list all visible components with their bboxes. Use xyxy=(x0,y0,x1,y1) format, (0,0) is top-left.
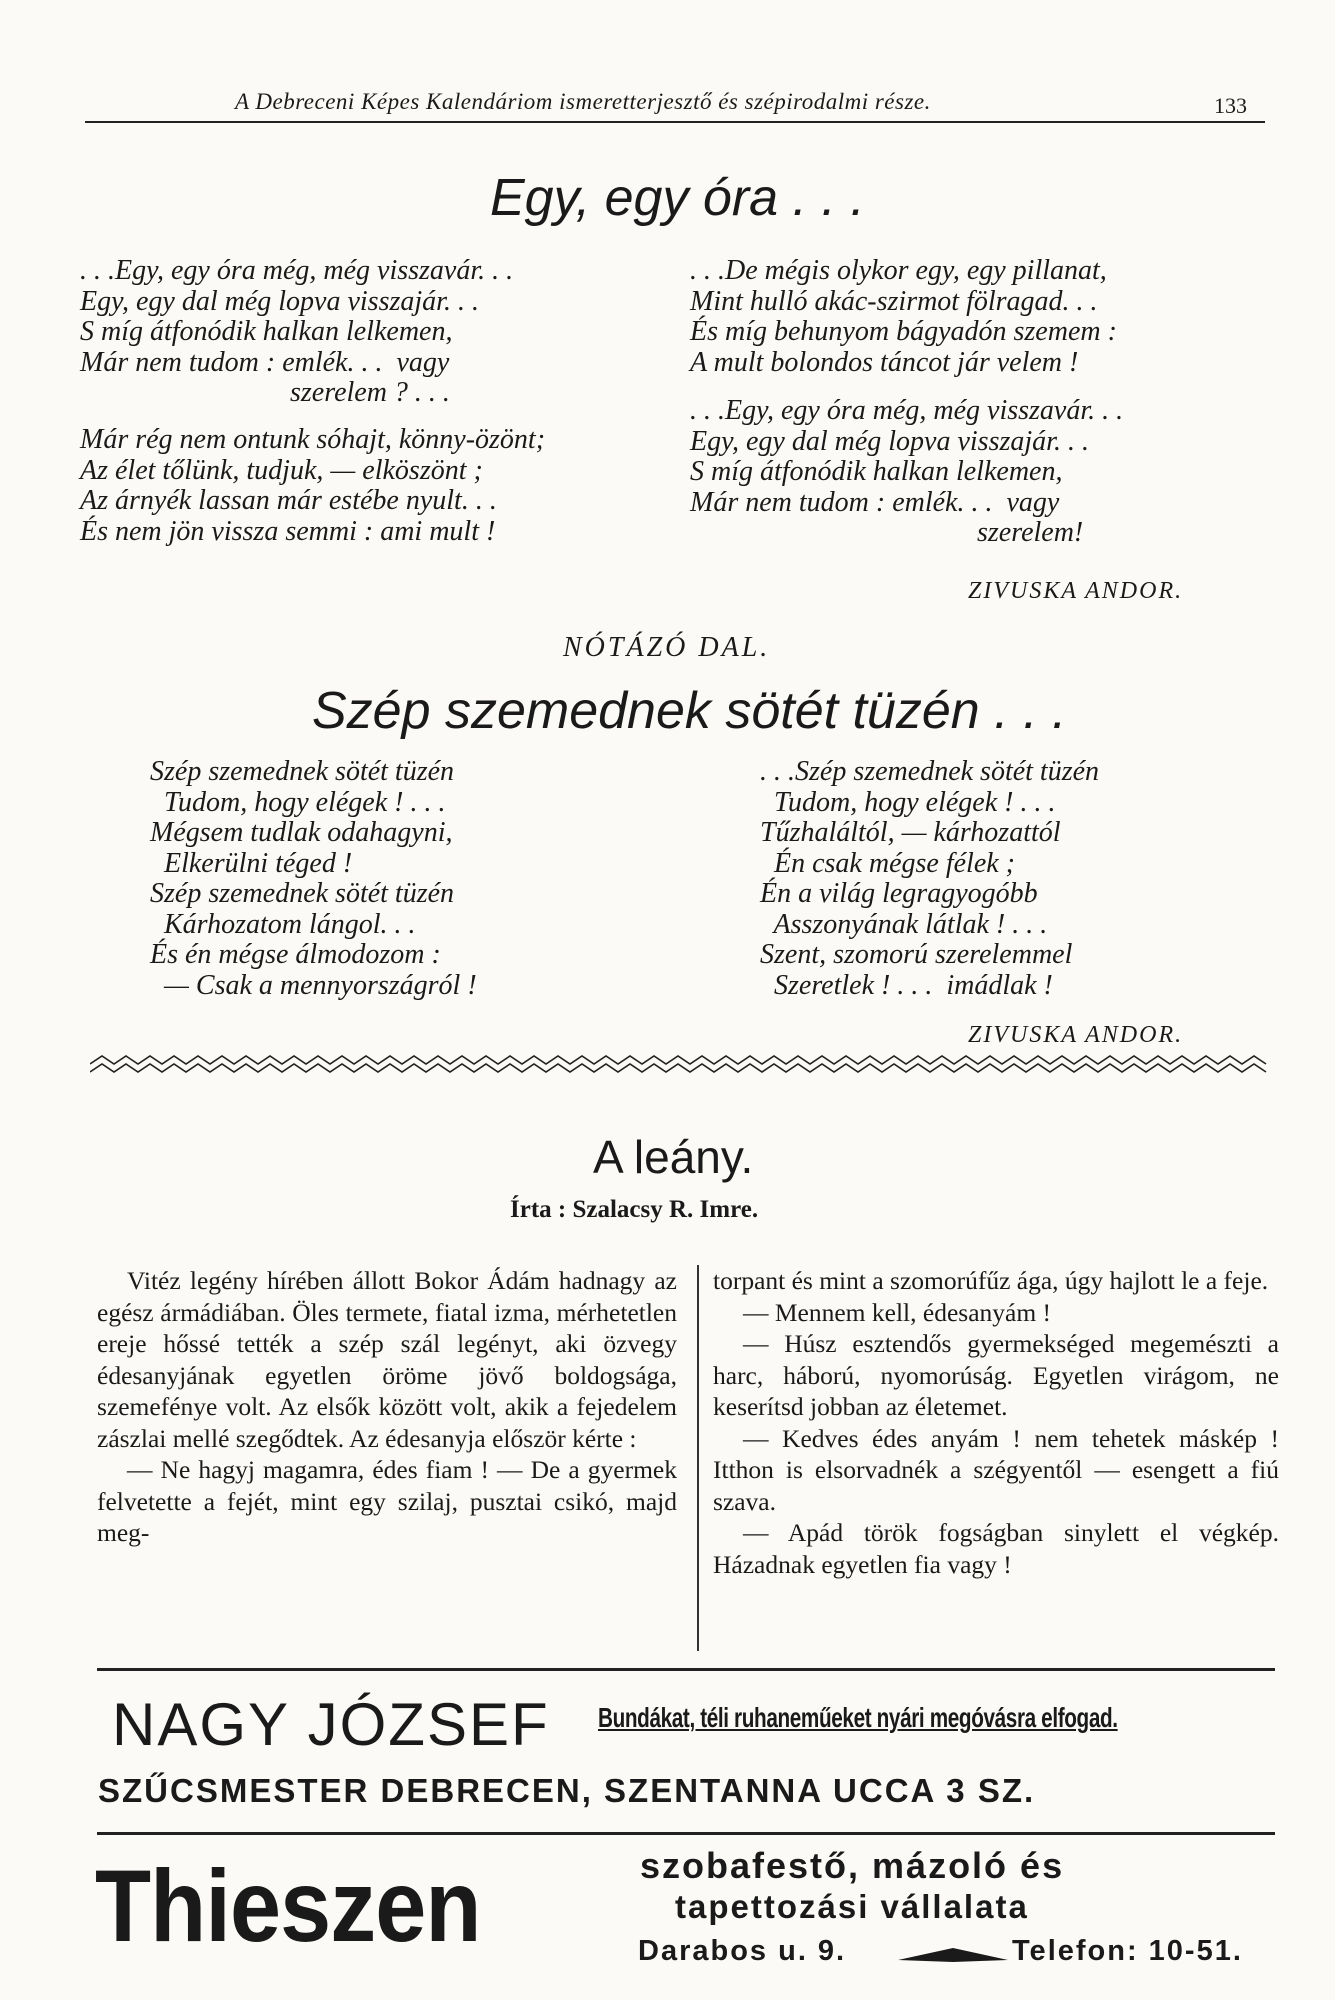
page-number: 133 xyxy=(1214,93,1247,118)
ad1-name: NAGY JÓZSEF xyxy=(112,1691,550,1758)
ad2-line1: szobafestő, mázoló és xyxy=(640,1845,1065,1886)
story-paragraph: Vitéz legény hírében állott Bokor Ádám hadnagy az egész ármádiában. Öles termete, fiatal izma, mérhetetlen ereje hőssé tették a szép szál legényt, aki özvegy édesanyjának egyetlen öröme jövő boldogsága, szemefénye volt. Az elsők között volt, akik a fejedelem zászlai mellé szegődtek. Az édesanyja először kérte : xyxy=(97,1266,677,1453)
ad2-address: Darabos u. 9. xyxy=(638,1935,847,1967)
poem1-left-stanza1: . . .Egy, egy óra még, még visszavár. . . Egy, egy dal még lopva visszajár. . . S míg átfonódik halkan lelkemen, Már nem tudom : emlék. . . vagy szerelem ? . . . xyxy=(80,255,514,408)
poem2-author: ZIVUSKA ANDOR. xyxy=(968,1022,1184,1048)
poem1-left-stanza2: Már rég nem ontunk sóhajt, könny-özönt; Az élet tőlünk, tudjuk, — elköszönt ; Az árnyék lassan már estébe nyult. . . És nem jön vissza semmi : ami mult ! xyxy=(80,424,546,547)
running-title: A Debreceni Képes Kalendáriom ismeretterjesztő és szépirodalmi része. xyxy=(235,89,931,114)
poem1-author: ZIVUSKA ANDOR. xyxy=(968,578,1184,604)
ad-rule-middle xyxy=(97,1832,1275,1835)
running-header xyxy=(85,85,1265,123)
ad2-line2: tapettozási vállalata xyxy=(675,1888,1029,1925)
ad2-phone: Telefon: 10-51. xyxy=(1012,1935,1243,1967)
story-paragraph: torpant és mint a szomorúfűz ága, úgy hajlott le a feje. xyxy=(713,1266,1269,1295)
ad2-pointer-icon xyxy=(898,1946,1008,1964)
story-title: A leány. xyxy=(593,1131,754,1183)
story-paragraph: — Kedves édes anyám ! nem tehetek máskép ! Itthon is elsorvadnék a szégyentől — esengett a fiú szava. xyxy=(713,1423,1279,1516)
poem2-subtitle: NÓTÁZÓ DAL. xyxy=(563,632,771,663)
ad1-tagline: Bundákat, téli ruhaneműeket nyári megóvásra elfogad. xyxy=(598,1702,1118,1733)
poem1-right-stanza2: . . .Egy, egy óra még, még visszavár. . . Egy, egy dal még lopva visszajár. . . S míg átfonódik halkan lelkemen, Már nem tudom : emlék. . . vagy szerelem! xyxy=(690,395,1124,548)
story-paragraph: — Húsz esztendős gyermekséged megemészti a harc, háború, nyomorúság. Egyetlen virágom, ne keserítsd jobban az életemet. xyxy=(713,1329,1279,1421)
poem2-left-stanza: Szép szemednek sötét tüzén Tudom, hogy elégek ! . . . Mégsem tudlak odahagyni, Elkerülni téged ! Szép szemednek sötét tüzén Kárhozatom lángol. . . És én mégse álmodozom : — Csak a mennyországról ! xyxy=(150,756,477,1001)
ad-rule-top xyxy=(97,1668,1275,1671)
story-right-column xyxy=(713,1265,1279,1580)
ad2-name: Thieszen xyxy=(95,1849,481,1963)
story-paragraph: — Apád török fogságban sinylett el végkép. Házadnak egyetlen fia vagy ! xyxy=(713,1518,1279,1579)
story-left-column xyxy=(97,1265,677,1549)
zigzag-divider xyxy=(90,1053,1275,1075)
story-byline: Írta : Szalacsy R. Imre. xyxy=(510,1196,759,1223)
poem2-title: Szép szemednek sötét tüzén . . . xyxy=(312,682,1067,740)
poem1-right-stanza1: . . .De mégis olykor egy, egy pillanat, Mint hulló akác-szirmot fölragad. . . És míg behunyom bágyadón szemem : A mult bolondos táncot jár velem ! xyxy=(690,255,1117,378)
poem2-right-stanza: . . .Szép szemednek sötét tüzén Tudom, hogy elégek ! . . . Tűzhaláltól, — kárhozattól Én csak mégse félek ; Én a világ legragyogóbb Asszonyának látlak ! . . . Szent, szomorú szerelemmel Szeretlek ! . . . imádlak ! xyxy=(760,756,1100,1001)
column-divider xyxy=(697,1265,699,1651)
ad1-address: SZŰCSMESTER DEBRECEN, SZENTANNA UCCA 3 SZ. xyxy=(98,1772,1036,1809)
story-paragraph: — Ne hagyj magamra, édes fiam ! — De a gyermek felvetette a fejét, mint egy szilaj, pusztai csikó, majd meg- xyxy=(97,1455,677,1547)
story-paragraph: — Mennem kell, édesanyám ! xyxy=(743,1297,1052,1327)
poem1-title: Egy, egy óra . . . xyxy=(490,169,865,227)
